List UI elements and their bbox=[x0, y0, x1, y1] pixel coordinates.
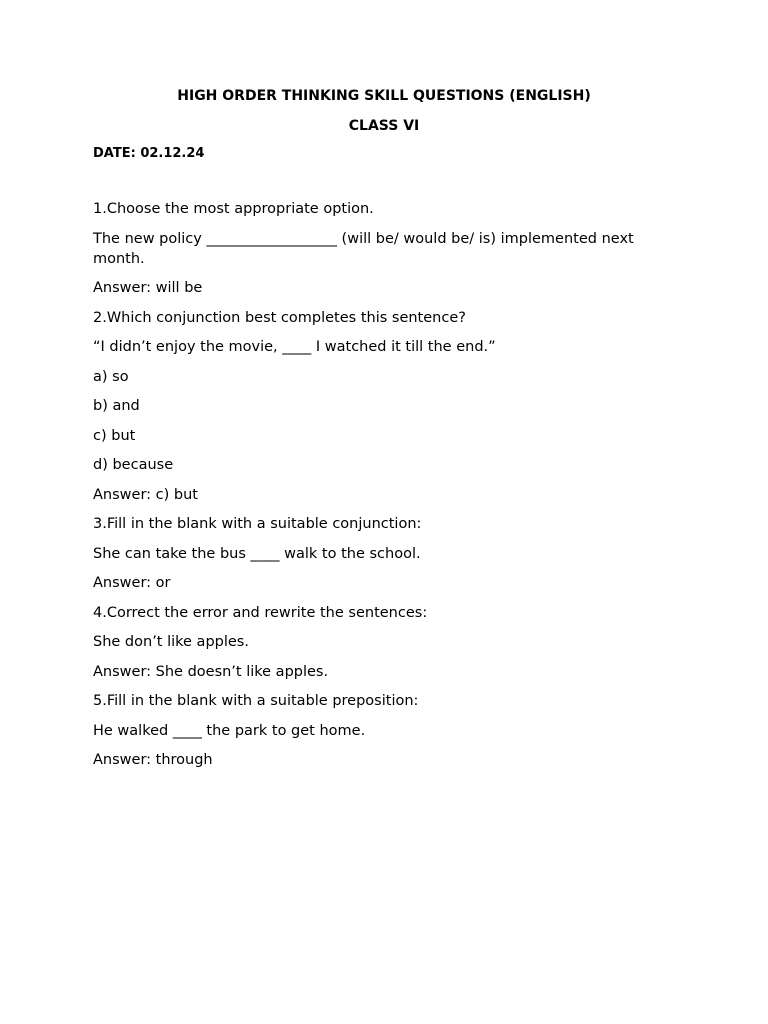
question-1-prompt: 1.Choose the most appropriate option. bbox=[93, 201, 374, 217]
document-title: HIGH ORDER THINKING SKILL QUESTIONS (ENGLISH) bbox=[177, 88, 591, 104]
questions-body bbox=[93, 199, 673, 780]
question-5-answer: Answer: through bbox=[93, 752, 213, 768]
question-3-answer: Answer: or bbox=[93, 575, 171, 591]
date-line: DATE: 02.12.24 bbox=[93, 146, 205, 161]
question-5-prompt: 5.Fill in the blank with a suitable preposition: bbox=[93, 693, 419, 709]
question-2-option-b: b) and bbox=[93, 398, 140, 414]
question-4-answer: Answer: She doesn’t like apples. bbox=[93, 663, 329, 680]
question-2-answer: Answer: c) but bbox=[93, 486, 198, 503]
question-5-sentence: He walked ____ the park to get home. bbox=[93, 722, 366, 739]
question-3-prompt: 3.Fill in the blank with a suitable conjunction: bbox=[93, 516, 422, 532]
question-3-sentence: She can take the bus ____ walk to the school. bbox=[93, 545, 421, 562]
question-2-prompt: 2.Which conjunction best completes this sentence? bbox=[93, 309, 466, 326]
class-label: CLASS VI bbox=[348, 118, 420, 134]
question-1-sentence: The new policy __________________ (will be/ would be/ is) implemented next month. bbox=[93, 230, 639, 267]
question-2-option-c: c) but bbox=[93, 427, 136, 444]
question-4-prompt: 4.Correct the error and rewrite the sentences: bbox=[93, 604, 428, 621]
question-1-answer: Answer: will be bbox=[93, 280, 203, 296]
question-2-option-d: d) because bbox=[93, 457, 174, 473]
question-2-sentence: “I didn’t enjoy the movie, ____ I watched it till the end.” bbox=[93, 339, 496, 355]
question-2-option-a: a) so bbox=[93, 368, 129, 385]
question-4-sentence: She don’t like apples. bbox=[93, 634, 249, 650]
